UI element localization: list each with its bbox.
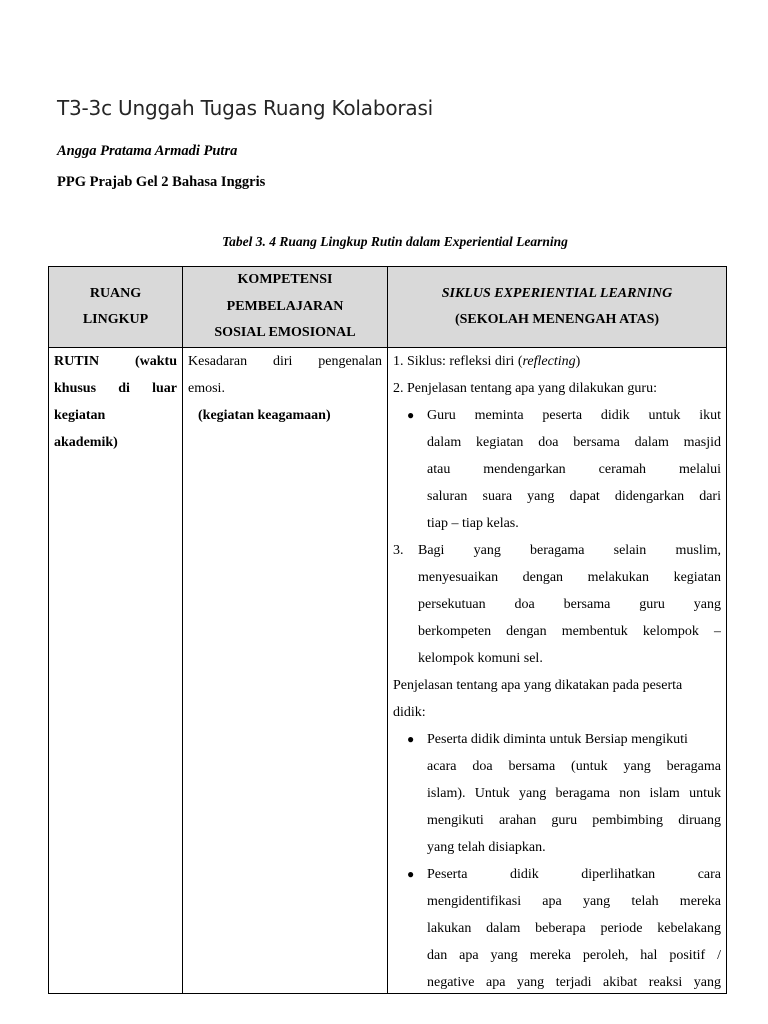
- bullet-icon: ●: [407, 408, 415, 422]
- bullet-1-line: dalam kegiatan doa bersama dalam masjid: [427, 435, 721, 450]
- bullet-1-line: saluran suara yang dapat didengarkan dari: [427, 489, 721, 504]
- table-row: [49, 348, 727, 994]
- header-line: RUANG: [89, 285, 142, 301]
- bullet-text: Peserta didik diminta untuk Bersiap mengikuti: [427, 732, 688, 747]
- bullet-1-line: atau mendengarkan ceramah melalui: [427, 462, 721, 477]
- experiential-learning-table: [48, 266, 727, 994]
- paragraph-line: didik:: [393, 705, 426, 720]
- bullet-3-line: [393, 861, 721, 888]
- siklus-item-3-line: persekutuan doa bersama guru yang: [418, 597, 721, 612]
- bullet-2-line: acara doa bersama (untuk yang beragama: [427, 759, 721, 774]
- bullet-2-line: islam). Untuk yang beragama non islam untuk: [427, 786, 721, 801]
- bullet-text: Guru meminta peserta didik untuk ikut: [427, 408, 721, 423]
- bullet-1-line: tiap – tiap kelas.: [427, 516, 519, 531]
- cell-siklus: [388, 348, 727, 994]
- cell-kompetensi: [183, 348, 388, 994]
- siklus-item-3-line: berkompeten dengan membentuk kelompok –: [418, 624, 721, 639]
- bullet-icon: ●: [407, 867, 415, 881]
- bullet-3-line: mengidentifikasi apa yang telah mereka: [427, 894, 721, 909]
- bullet-2-line: yang telah disiapkan.: [427, 840, 546, 855]
- cell-line: RUTIN (waktu: [54, 354, 177, 369]
- cell-line: emosi.: [188, 381, 225, 396]
- header-kompetensi: [183, 267, 388, 348]
- item-number: 3.: [393, 543, 404, 558]
- siklus-item-1-text: 1. Siklus: refleksi diri (: [393, 354, 523, 369]
- bullet-2-line: [393, 726, 721, 753]
- siklus-item-3: [393, 537, 721, 564]
- siklus-item-3-line: kelompok komuni sel.: [418, 651, 543, 666]
- program-name: PPG Prajab Gel 2 Bahasa Inggris: [57, 174, 266, 190]
- header-line: (SEKOLAH MENENGAH ATAS): [454, 312, 660, 327]
- document-title: T3-3c Unggah Tugas Ruang Kolaborasi: [57, 96, 434, 120]
- cell-ruang-lingkup: [49, 348, 183, 994]
- bullet-3-line: dan apa yang mereka peroleh, hal positif /: [427, 948, 721, 963]
- header-ruang-lingkup: [49, 267, 183, 348]
- table-caption: Tabel 3. 4 Ruang Lingkup Rutin dalam Experiential Learning: [222, 234, 568, 249]
- siklus-item-2: 2. Penjelasan tentang apa yang dilakukan guru:: [393, 381, 657, 396]
- bullet-icon: ●: [407, 732, 415, 746]
- siklus-item-3-line: menyesuaikan dengan melakukan kegiatan: [418, 570, 721, 585]
- cell-line: kegiatan: [54, 408, 106, 423]
- siklus-item-1-italic: reflecting: [522, 354, 576, 369]
- cell-line: akademik): [54, 435, 118, 450]
- bullet-1-line: [393, 402, 721, 429]
- cell-line: khusus di luar: [54, 381, 177, 396]
- bullet-3-line: lakukan dalam beberapa periode kebelakang: [427, 921, 721, 936]
- cell-line: Kesadaran diri pengenalan: [188, 354, 382, 369]
- header-line: KOMPETENSI: [237, 272, 333, 288]
- siklus-item-1-close: ): [575, 354, 581, 369]
- header-line: PEMBELAJARAN: [226, 298, 344, 314]
- header-siklus: [388, 267, 727, 348]
- item-text: Bagi yang beragama selain muslim,: [418, 543, 721, 558]
- siklus-item-1: [393, 348, 721, 375]
- header-line: SOSIAL EMOSIONAL: [214, 325, 356, 341]
- header-line: LINGKUP: [82, 312, 149, 327]
- bullet-2-line: mengikuti arahan guru pembimbing diruang: [427, 813, 721, 828]
- header-line: SIKLUS EXPERIENTIAL LEARNING: [441, 285, 673, 301]
- table-header-row: [49, 267, 727, 348]
- paragraph-line: Penjelasan tentang apa yang dikatakan pada peserta: [393, 678, 683, 693]
- bullet-3-line: negative apa yang terjadi akibat reaksi yang: [427, 975, 721, 990]
- kompetensi-note: (kegiatan keagamaan): [198, 408, 331, 423]
- author-name: Angga Pratama Armadi Putra: [57, 143, 238, 159]
- bullet-text: Peserta didik diperlihatkan cara: [427, 867, 721, 882]
